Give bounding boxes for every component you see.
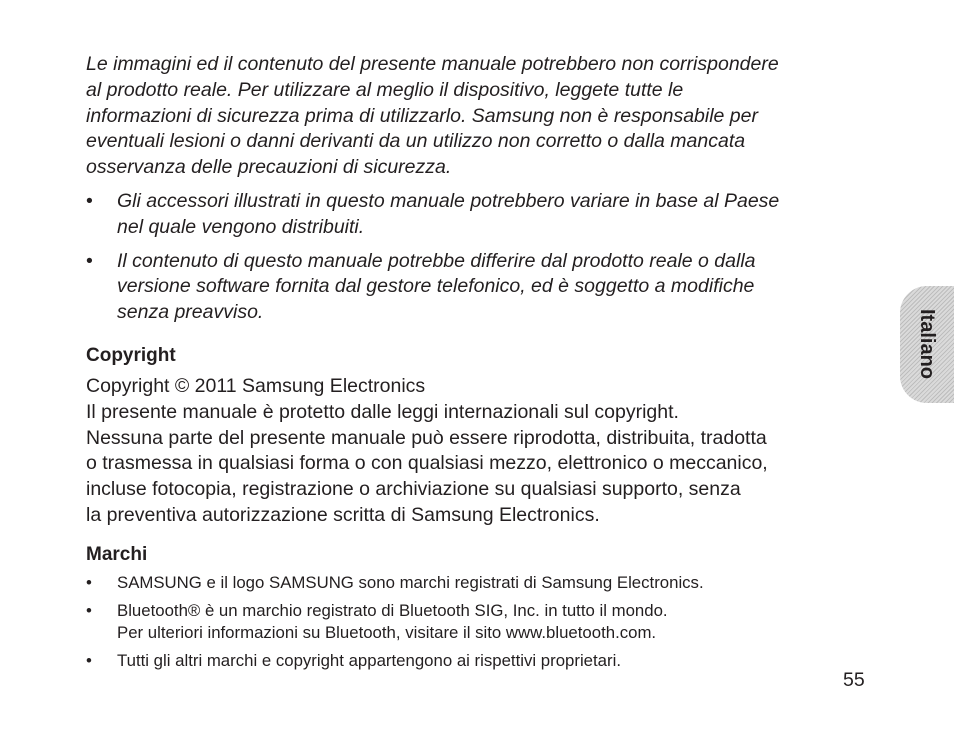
note-line: Gli accessori illustrati in questo manuale potrebbero variare in base al Paese: [117, 189, 780, 212]
copyright-line: la preventiva autorizzazione scritta di Samsung Electronics.: [86, 503, 600, 526]
trademark-item: [86, 600, 876, 644]
language-tab-label: Italiano: [916, 309, 938, 380]
note-item: [86, 189, 876, 241]
disclaimer-line: osservanza delle precauzioni di sicurezza.: [86, 156, 452, 179]
note-line: versione software fornita dal gestore telefonico, ed è soggetto a modifiche: [117, 275, 755, 298]
page-number: 55: [843, 669, 865, 691]
note-line: nel quale vengono distribuiti.: [117, 215, 365, 238]
language-tab: [900, 286, 954, 403]
copyright-line: incluse fotocopia, registrazione o archiviazione su qualsiasi supporto, senza: [86, 478, 741, 501]
note-line: Il contenuto di questo manuale potrebbe differire dal prodotto reale o dalla: [117, 249, 756, 272]
trademarks-heading: Marchi: [86, 543, 148, 565]
trademark-line: • Bluetooth® è un marchio registrato di Bluetooth SIG, Inc. in tutto il mondo.: [117, 600, 668, 620]
trademark-line: • Tutti gli altri marchi e copyright appartengono ai rispettivi proprietari.: [117, 650, 621, 670]
copyright-line: Il presente manuale è protetto dalle leggi internazionali sul copyright.: [86, 400, 679, 423]
trademark-line: • SAMSUNG e il logo SAMSUNG sono marchi registrati di Samsung Electronics.: [117, 572, 704, 592]
trademark-item: [86, 650, 876, 672]
disclaimer-line: informazioni di sicurezza prima di utilizzarlo. Samsung non è responsabile per: [86, 104, 758, 127]
trademark-item: [86, 572, 876, 594]
disclaimer-line: al prodotto reale. Per utilizzare al meglio il dispositivo, leggete tutte le: [86, 78, 684, 101]
trademarks-list: [86, 572, 876, 672]
copyright-line: o trasmessa in qualsiasi forma o con qualsiasi mezzo, elettronico o meccanico,: [86, 452, 768, 475]
manual-page: [86, 52, 876, 672]
copyright-line: Copyright © 2011 Samsung Electronics: [86, 374, 426, 397]
copyright-paragraph: [86, 374, 876, 529]
notes-list: [86, 189, 876, 326]
disclaimer-paragraph: [86, 52, 876, 181]
note-line: senza preavviso.: [117, 301, 264, 324]
copyright-heading: Copyright: [86, 344, 176, 366]
disclaimer-line: Le immagini ed il contenuto del presente manuale potrebbero non corrispondere: [86, 53, 779, 75]
trademark-line: Per ulteriori informazioni su Bluetooth, visitare il sito www.bluetooth.com.: [117, 622, 657, 642]
disclaimer-line: eventuali lesioni o danni derivanti da un utilizzo non corretto o dalla mancata: [86, 130, 746, 153]
copyright-line: Nessuna parte del presente manuale può essere riprodotta, distribuita, tradotta: [86, 426, 767, 449]
note-item: [86, 249, 876, 326]
